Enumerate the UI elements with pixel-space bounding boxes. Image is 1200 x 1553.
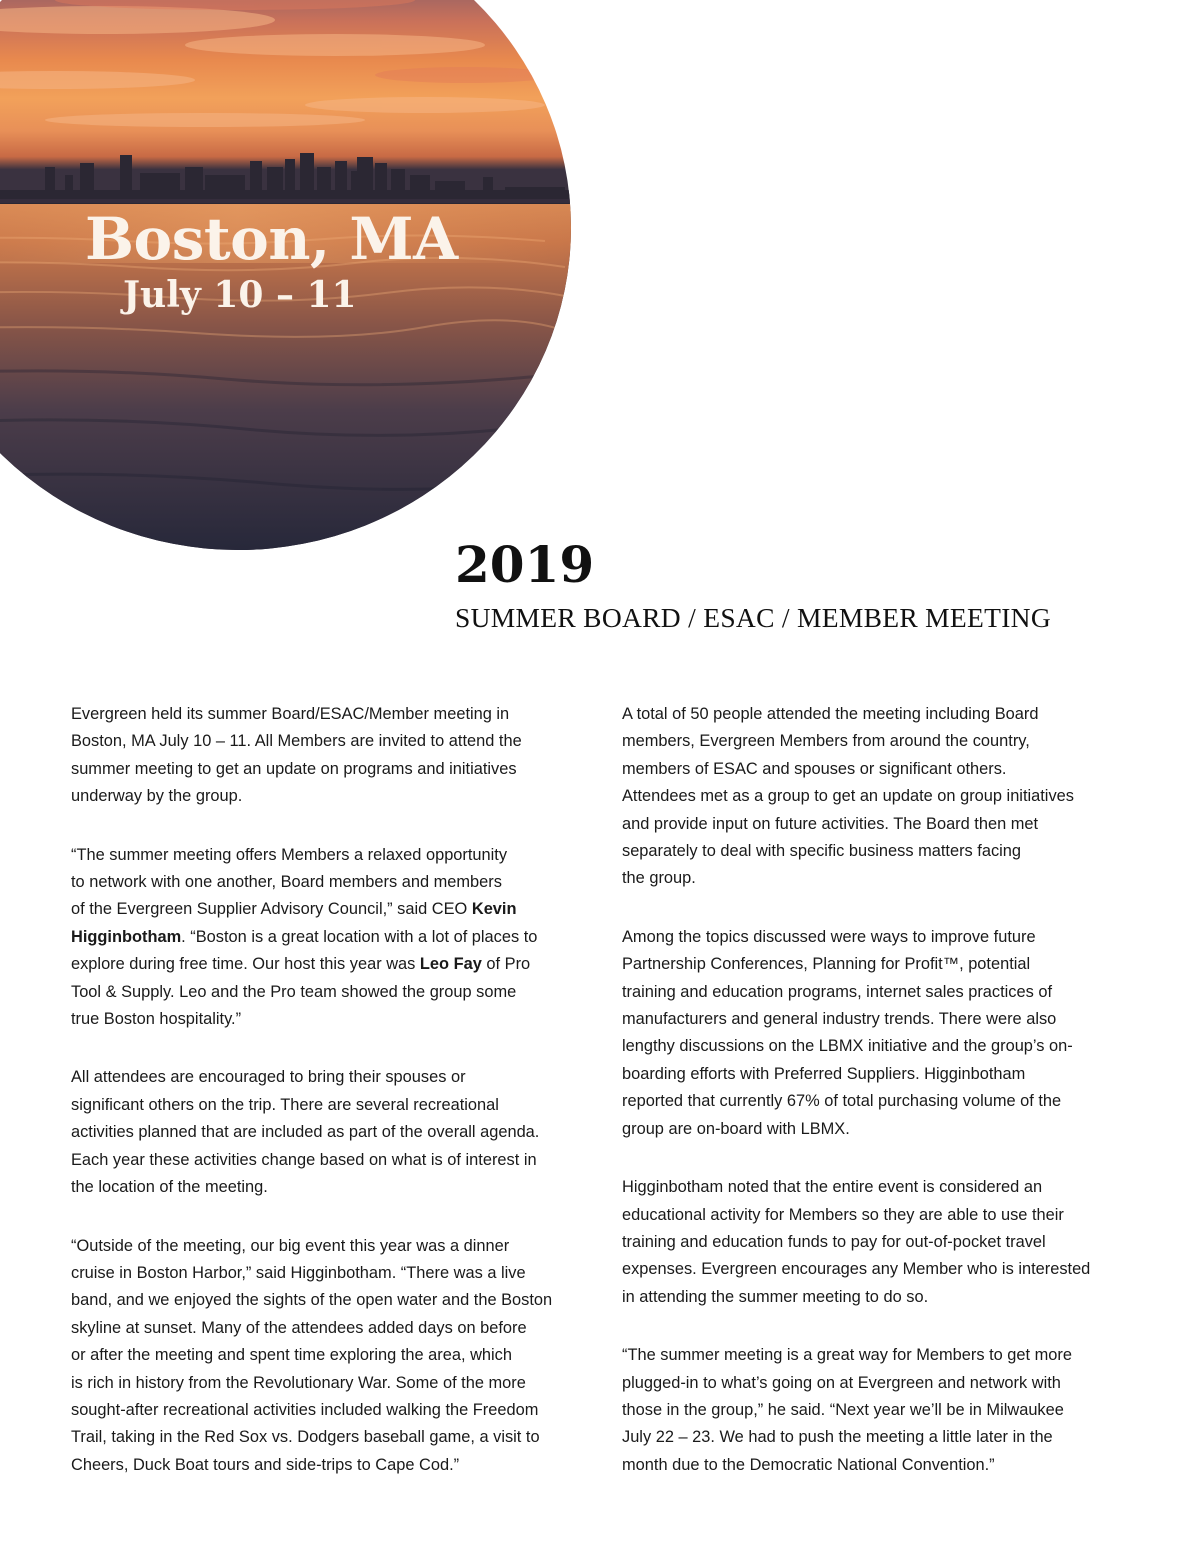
text-line: lengthy discussions on the LBMX initiative and the group’s on-	[622, 1037, 1073, 1056]
paragraph-next-year	[622, 1342, 1147, 1479]
paragraph-intro	[71, 701, 596, 811]
text-line: members, Evergreen Members from around the country,	[622, 732, 1030, 751]
text-line: educational activity for Members so they are able to use their	[622, 1205, 1064, 1224]
text-line: plugged-in to what’s going on at Evergreen and network with	[622, 1373, 1061, 1392]
text-line: “The summer meeting is a great way for Members to get more	[622, 1346, 1072, 1365]
text-line: the group.	[622, 869, 696, 888]
text-line: training and education programs, internet sales practices of	[622, 982, 1053, 1001]
text-line: Tool & Supply. Leo and the Pro team showed the group some	[71, 982, 517, 1001]
text-line: underway by the group.	[71, 787, 243, 806]
hero-sunset-photo	[0, 0, 571, 550]
text-line: is rich in history from the Revolutionary War. Some of the more	[71, 1373, 526, 1392]
text-segment: . “Boston is a great location with a lot of places to	[181, 927, 538, 946]
text-line: or after the meeting and spent time exploring the area, which	[71, 1346, 512, 1365]
text-segment: explore during free time. Our host this year was	[71, 955, 420, 974]
text-line: month due to the Democratic National Convention.”	[622, 1455, 995, 1474]
paragraph-dinner-cruise	[71, 1233, 596, 1480]
text-line: the location of the meeting.	[71, 1178, 268, 1197]
text-line: expenses. Evergreen encourages any Member who is interested	[622, 1260, 1091, 1279]
text-line: significant others on the trip. There are several recreational	[71, 1095, 499, 1114]
text-line: summer meeting to get an update on programs and initiatives	[71, 759, 517, 778]
page-title: SUMMER BOARD / ESAC / MEMBER MEETING	[455, 602, 1051, 633]
text-line: Evergreen held its summer Board/ESAC/Member meeting in	[71, 705, 510, 723]
text-line: Among the topics discussed were ways to improve future	[622, 927, 1036, 946]
paragraph-educational-activity	[622, 1174, 1147, 1311]
right-column	[622, 701, 1147, 1510]
text-line	[71, 896, 596, 923]
text-segment: of Pro	[481, 955, 531, 974]
text-line: true Boston hospitality.”	[71, 1010, 242, 1029]
text-line: sought-after recreational activities included walking the Freedom	[71, 1400, 539, 1419]
text-line: Each year these activities change based on what is of interest in	[71, 1150, 537, 1169]
text-line: training and education funds to pay for out-of-pocket travel	[622, 1232, 1046, 1251]
text-line: reported that currently 67% of total purchasing volume of the	[622, 1092, 1062, 1111]
text-line: All attendees are encouraged to bring their spouses or	[71, 1068, 466, 1087]
text-line: A total of 50 people attended the meeting including Board	[622, 705, 1039, 723]
paragraph-attendees-activities	[71, 1064, 596, 1201]
text-line: separately to deal with specific business matters facing	[622, 842, 1022, 861]
left-column	[71, 701, 596, 1510]
text-line: skyline at sunset. Many of the attendees added days on before	[71, 1318, 527, 1337]
paragraph-ceo-quote	[71, 842, 596, 1034]
text-line: Higginbotham noted that the entire event is considered an	[622, 1178, 1043, 1197]
text-line: July 22 – 23. We had to push the meeting a little later in the	[622, 1428, 1053, 1447]
text-line: members of ESAC and spouses or significant others.	[622, 759, 1007, 778]
text-line: manufacturers and general industry trends. There were also	[622, 1010, 1057, 1029]
text-line: “The summer meeting offers Members a relaxed opportunity	[71, 845, 508, 864]
page-year: 2019	[455, 535, 595, 594]
text-line	[71, 924, 596, 951]
text-line: “Outside of the meeting, our big event this year was a dinner	[71, 1236, 510, 1255]
text-line: Attendees met as a group to get an update on group initiatives	[622, 787, 1074, 806]
text-line: those in the group,” he said. “Next year we’ll be in Milwaukee	[622, 1400, 1064, 1419]
text-line: Partnership Conferences, Planning for Profit™, potential	[622, 955, 1031, 974]
person-name-bold: Kevin	[471, 900, 517, 919]
hero-event-dates: July 10 – 11	[123, 274, 357, 316]
person-name-bold: Leo Fay	[419, 955, 482, 974]
text-line: in attending the summer meeting to do so.	[622, 1287, 929, 1306]
hero-location-title: Boston, MA	[85, 205, 458, 273]
paragraph-attendance	[622, 701, 1147, 893]
text-segment: of the Evergreen Supplier Advisory Council,” said CEO	[71, 900, 472, 919]
text-line: activities planned that are included as part of the overall agenda.	[71, 1123, 540, 1142]
text-line: boarding efforts with Preferred Suppliers. Higginbotham	[622, 1064, 1026, 1083]
text-line: Boston, MA July 10 – 11. All Members are invited to attend the	[71, 732, 522, 751]
text-line: group are on-board with LBMX.	[622, 1119, 850, 1138]
text-line: and provide input on future activities. The Board then met	[622, 814, 1039, 833]
text-line: cruise in Boston Harbor,” said Higginbotham. “There was a live	[71, 1263, 526, 1282]
person-name-bold: Higginbotham	[71, 927, 182, 946]
text-line: Cheers, Duck Boat tours and side-trips to Cape Cod.”	[71, 1455, 460, 1474]
text-line: Trail, taking in the Red Sox vs. Dodgers baseball game, a visit to	[71, 1428, 540, 1447]
text-line	[71, 951, 596, 978]
text-line: band, and we enjoyed the sights of the open water and the Boston	[71, 1291, 553, 1310]
paragraph-topics	[622, 924, 1147, 1143]
text-line: to network with one another, Board members and members	[71, 873, 502, 892]
